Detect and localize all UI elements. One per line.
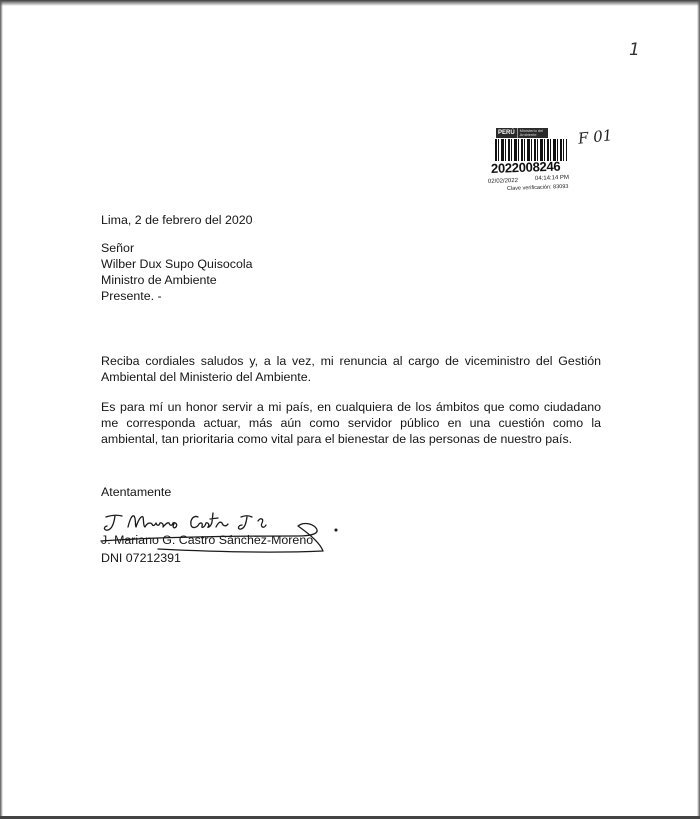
- page-number: 1: [629, 40, 640, 60]
- stamp-verification: Clave verificación: 83093: [506, 183, 569, 192]
- barcode-number: 2022008246: [490, 158, 561, 176]
- reception-stamp: [483, 124, 593, 196]
- closing: Atentamente: [101, 485, 172, 499]
- place-date: Lima, 2 de febrero del 2020: [101, 213, 253, 227]
- paragraph-honor: Es para mí un honor servir a mi país, en cualquiera de los ámbitos que como ciudadano me corresponda actuar, más aún como servidor público en una cuestión como la ambiental, tan prioritaria como vital para el bienestar de las personas de nuestro país.: [101, 400, 601, 446]
- presente-line: Presente. -: [101, 289, 162, 303]
- logo-ministry-label: Ministerio del Ambiente: [519, 128, 544, 137]
- stamp-date: 02/02/2022: [487, 177, 519, 185]
- paragraph-resignation: Reciba cordiales saludos y, a la vez, mi renuncia al cargo de viceministro del Gestión Ambiental del Ministerio del Ambiente.: [101, 354, 601, 384]
- handwritten-folio-note: F 01: [577, 126, 614, 148]
- scan-edge-top: [0, 0, 700, 6]
- salutation: Señor: [101, 241, 135, 255]
- handwritten-signature: [98, 503, 348, 563]
- ministry-logo: [496, 128, 548, 138]
- scan-edge-left: [0, 0, 3, 819]
- signature-icon: [98, 503, 348, 563]
- logo-country-label: PERÚ: [496, 128, 518, 138]
- stamp-time: 04:14:14 PM: [534, 174, 570, 182]
- recipient-name: Wilber Dux Supo Quisocola: [101, 257, 253, 271]
- recipient-title: Ministro de Ambiente: [101, 273, 217, 287]
- signer-name: J. Mariano G. Castro Sánchez-Moreno: [101, 533, 314, 547]
- signer-dni: DNI 07212391: [101, 551, 181, 565]
